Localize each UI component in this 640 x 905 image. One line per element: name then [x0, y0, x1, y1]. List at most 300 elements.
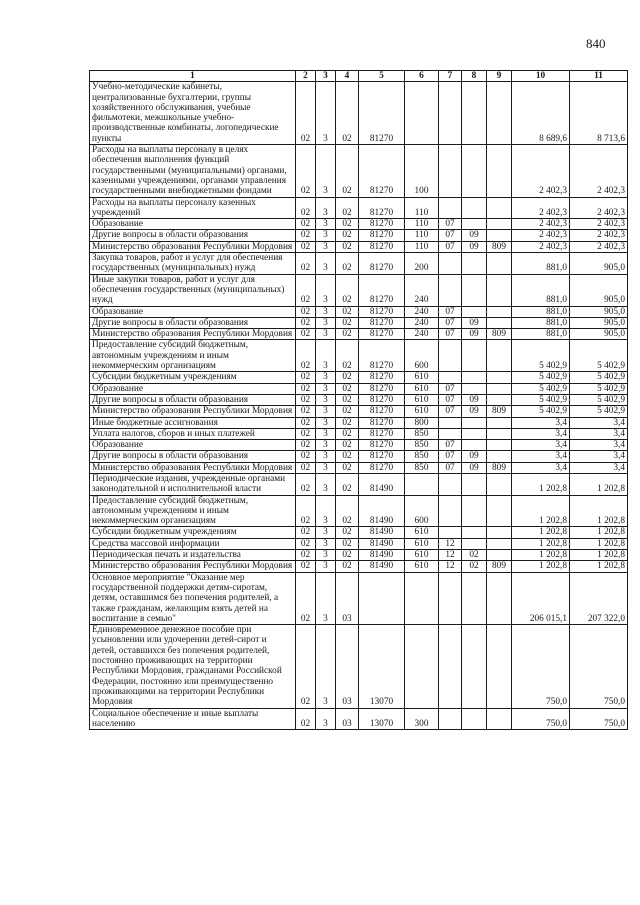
col-5-cell: 81270	[359, 306, 405, 317]
col-9-cell	[487, 253, 512, 275]
col-10-cell: 3,4	[512, 462, 570, 473]
col-11-cell: 750,0	[570, 625, 628, 708]
col-4-cell: 02	[336, 219, 359, 230]
row-name-cell: Закупка товаров, работ и услуг для обеспечения государственных (муниципальных) нужд	[90, 253, 296, 275]
table-row	[90, 372, 628, 383]
col-6-cell: 240	[405, 317, 439, 328]
col-5-cell: 81270	[359, 406, 405, 417]
col-3-cell: 3	[316, 428, 336, 439]
col-11-cell: 5 402,9	[570, 340, 628, 372]
col-11-cell: 1 202,8	[570, 538, 628, 549]
col-10-cell: 8 689,6	[512, 82, 570, 145]
col-4-cell: 02	[336, 383, 359, 394]
col-6-cell: 100	[405, 145, 439, 197]
col-10-cell: 3,4	[512, 428, 570, 439]
table-row	[90, 329, 628, 340]
col-5-cell: 81270	[359, 340, 405, 372]
col-2-cell: 02	[296, 495, 316, 527]
col-2-cell: 02	[296, 241, 316, 252]
page-number: 840	[586, 36, 606, 51]
col-3-cell: 3	[316, 317, 336, 328]
col-10-cell: 881,0	[512, 329, 570, 340]
col-5-cell: 81270	[359, 329, 405, 340]
col-4-cell: 02	[336, 495, 359, 527]
table-row	[90, 406, 628, 417]
col-9-cell: 809	[487, 462, 512, 473]
col-6-cell: 610	[405, 383, 439, 394]
table-row	[90, 394, 628, 405]
col-7-cell	[439, 572, 462, 624]
row-name-cell: Предоставление субсидий бюджетным, автономным учреждениям и иным некоммерческим организациям	[90, 495, 296, 527]
col-6-cell: 850	[405, 462, 439, 473]
col-3-cell: 3	[316, 561, 336, 572]
col-2-cell: 02	[296, 340, 316, 372]
col-10-cell: 881,0	[512, 317, 570, 328]
col-11-cell: 3,4	[570, 451, 628, 462]
col-9-cell	[487, 197, 512, 219]
col-10-cell: 2 402,3	[512, 230, 570, 241]
col-11-cell: 905,0	[570, 306, 628, 317]
col-10-cell: 1 202,8	[512, 550, 570, 561]
col-10-cell: 5 402,9	[512, 340, 570, 372]
col-6-cell: 610	[405, 527, 439, 538]
col-6-cell	[405, 572, 439, 624]
col-6-cell: 610	[405, 561, 439, 572]
col-4-cell: 02	[336, 550, 359, 561]
col-6-cell: 610	[405, 538, 439, 549]
col-10-cell: 1 202,8	[512, 495, 570, 527]
table-row	[90, 383, 628, 394]
col-3-cell: 3	[316, 82, 336, 145]
col-7-cell: 07	[439, 440, 462, 451]
row-name-cell: Министерство образования Республики Мордовия	[90, 241, 296, 252]
col-7-cell: 07	[439, 230, 462, 241]
col-5-cell: 81490	[359, 538, 405, 549]
col-9-cell	[487, 473, 512, 495]
col-6-cell: 600	[405, 495, 439, 527]
table-row	[90, 428, 628, 439]
col-9-cell	[487, 145, 512, 197]
col-3-cell: 3	[316, 329, 336, 340]
col-7-cell: 07	[439, 241, 462, 252]
col-3-cell: 3	[316, 394, 336, 405]
col-8-cell	[462, 372, 487, 383]
col-9-cell	[487, 219, 512, 230]
col-5-cell	[359, 572, 405, 624]
col-5-cell: 81270	[359, 230, 405, 241]
col-9-cell	[487, 82, 512, 145]
col-10-cell: 1 202,8	[512, 527, 570, 538]
table-row	[90, 306, 628, 317]
col-7-cell	[439, 625, 462, 708]
col-11-cell: 3,4	[570, 428, 628, 439]
col-5-cell: 81490	[359, 561, 405, 572]
table-row	[90, 82, 628, 145]
col-3-cell: 3	[316, 495, 336, 527]
col-4-cell: 02	[336, 329, 359, 340]
col-11-cell: 750,0	[570, 708, 628, 730]
col-7-cell: 07	[439, 329, 462, 340]
col-4-cell: 02	[336, 451, 359, 462]
col-10-cell: 881,0	[512, 274, 570, 306]
col-3-cell: 3	[316, 230, 336, 241]
col-11-cell: 905,0	[570, 253, 628, 275]
col-9-cell	[487, 230, 512, 241]
table-row	[90, 473, 628, 495]
col-2-cell: 02	[296, 383, 316, 394]
col-10-cell: 1 202,8	[512, 473, 570, 495]
column-header-4: 4	[336, 71, 359, 82]
col-9-cell: 809	[487, 561, 512, 572]
row-name-cell: Основное мероприятие "Оказание мер государственной поддержки детям-сиротам, детям, оставшимся без попечения родителей, а также гражданам, желающим взять детей на воспитание в семью"	[90, 572, 296, 624]
col-5-cell: 81270	[359, 274, 405, 306]
row-name-cell: Предоставление субсидий бюджетным, автономным учреждениям и иным некоммерческим организациям	[90, 340, 296, 372]
col-2-cell: 02	[296, 329, 316, 340]
col-7-cell: 07	[439, 394, 462, 405]
table-row	[90, 317, 628, 328]
col-2-cell: 02	[296, 306, 316, 317]
col-7-cell	[439, 708, 462, 730]
col-11-cell: 2 402,3	[570, 219, 628, 230]
col-8-cell: 09	[462, 406, 487, 417]
row-name-cell: Другие вопросы в области образования	[90, 317, 296, 328]
col-9-cell: 809	[487, 329, 512, 340]
col-10-cell: 5 402,9	[512, 394, 570, 405]
col-8-cell	[462, 538, 487, 549]
col-7-cell	[439, 417, 462, 428]
col-8-cell: 09	[462, 241, 487, 252]
col-4-cell: 02	[336, 440, 359, 451]
col-9-cell	[487, 317, 512, 328]
col-3-cell: 3	[316, 197, 336, 219]
table-row	[90, 274, 628, 306]
col-2-cell: 02	[296, 440, 316, 451]
row-name-cell: Иные закупки товаров, работ и услуг для обеспечения государственных (муниципальных) нужд	[90, 274, 296, 306]
table-row	[90, 561, 628, 572]
col-6-cell: 110	[405, 241, 439, 252]
col-2-cell: 02	[296, 197, 316, 219]
column-header-10: 10	[512, 71, 570, 82]
table-row	[90, 440, 628, 451]
col-5-cell: 81270	[359, 462, 405, 473]
col-4-cell: 03	[336, 708, 359, 730]
col-5-cell: 81270	[359, 317, 405, 328]
col-9-cell	[487, 550, 512, 561]
col-9-cell	[487, 383, 512, 394]
col-4-cell: 02	[336, 340, 359, 372]
row-name-cell: Образование	[90, 306, 296, 317]
row-name-cell: Субсидии бюджетным учреждениям	[90, 527, 296, 538]
col-5-cell: 81490	[359, 550, 405, 561]
col-4-cell: 03	[336, 625, 359, 708]
col-4-cell: 02	[336, 317, 359, 328]
table-row	[90, 572, 628, 624]
col-3-cell: 3	[316, 340, 336, 372]
column-header-11: 11	[570, 71, 628, 82]
col-10-cell: 1 202,8	[512, 538, 570, 549]
col-4-cell: 02	[336, 230, 359, 241]
col-6-cell: 600	[405, 340, 439, 372]
table-row	[90, 495, 628, 527]
col-8-cell: 09	[462, 462, 487, 473]
row-name-cell: Другие вопросы в области образования	[90, 451, 296, 462]
row-name-cell: Периодические издания, учрежденные органами законодательной и исполнительной власти	[90, 473, 296, 495]
col-8-cell	[462, 197, 487, 219]
row-name-cell: Министерство образования Республики Мордовия	[90, 406, 296, 417]
col-5-cell: 81270	[359, 394, 405, 405]
column-header-8: 8	[462, 71, 487, 82]
col-8-cell: 09	[462, 451, 487, 462]
col-11-cell: 3,4	[570, 440, 628, 451]
table-row	[90, 197, 628, 219]
table-row	[90, 340, 628, 372]
column-header-2: 2	[296, 71, 316, 82]
col-2-cell: 02	[296, 625, 316, 708]
col-10-cell: 2 402,3	[512, 219, 570, 230]
col-5-cell: 81270	[359, 253, 405, 275]
col-8-cell: 02	[462, 550, 487, 561]
col-4-cell: 02	[336, 561, 359, 572]
col-8-cell	[462, 625, 487, 708]
col-6-cell	[405, 82, 439, 145]
col-7-cell	[439, 82, 462, 145]
col-2-cell: 02	[296, 274, 316, 306]
col-10-cell: 5 402,9	[512, 372, 570, 383]
col-8-cell	[462, 219, 487, 230]
col-4-cell: 02	[336, 527, 359, 538]
col-5-cell: 81270	[359, 440, 405, 451]
col-8-cell	[462, 145, 487, 197]
row-name-cell: Субсидии бюджетным учреждениям	[90, 372, 296, 383]
col-11-cell: 905,0	[570, 274, 628, 306]
col-3-cell: 3	[316, 383, 336, 394]
col-8-cell	[462, 428, 487, 439]
col-6-cell: 850	[405, 428, 439, 439]
col-7-cell: 07	[439, 451, 462, 462]
col-6-cell: 300	[405, 708, 439, 730]
col-4-cell: 02	[336, 274, 359, 306]
col-10-cell: 2 402,3	[512, 241, 570, 252]
col-11-cell: 1 202,8	[570, 561, 628, 572]
col-3-cell: 3	[316, 572, 336, 624]
row-name-cell: Другие вопросы в области образования	[90, 394, 296, 405]
col-8-cell	[462, 708, 487, 730]
col-3-cell: 3	[316, 253, 336, 275]
column-header-6: 6	[405, 71, 439, 82]
col-5-cell: 81270	[359, 219, 405, 230]
col-9-cell	[487, 495, 512, 527]
col-3-cell: 3	[316, 440, 336, 451]
col-11-cell: 3,4	[570, 417, 628, 428]
col-6-cell	[405, 625, 439, 708]
col-9-cell: 809	[487, 406, 512, 417]
col-3-cell: 3	[316, 708, 336, 730]
col-11-cell: 5 402,9	[570, 406, 628, 417]
col-2-cell: 02	[296, 317, 316, 328]
col-9-cell	[487, 625, 512, 708]
col-9-cell	[487, 417, 512, 428]
col-2-cell: 02	[296, 82, 316, 145]
col-4-cell: 02	[336, 253, 359, 275]
col-4-cell: 02	[336, 406, 359, 417]
col-5-cell: 81490	[359, 495, 405, 527]
col-10-cell: 3,4	[512, 417, 570, 428]
col-8-cell	[462, 383, 487, 394]
col-2-cell: 02	[296, 473, 316, 495]
col-11-cell: 5 402,9	[570, 383, 628, 394]
col-9-cell: 809	[487, 241, 512, 252]
col-2-cell: 02	[296, 394, 316, 405]
col-11-cell: 1 202,8	[570, 495, 628, 527]
col-8-cell: 09	[462, 394, 487, 405]
col-2-cell: 02	[296, 708, 316, 730]
table-row	[90, 241, 628, 252]
row-name-cell: Министерство образования Республики Мордовия	[90, 462, 296, 473]
row-name-cell: Единовременное денежное пособие при усыновлении или удочерении детей-сирот и детей, оставшихся без попечения родителей, постоянно проживающих на территории Республики Мордовия, гражданами Российской Федерации, постоянно или преимущественно проживающими на территории Республики Мордовия	[90, 625, 296, 708]
col-7-cell	[439, 340, 462, 372]
col-2-cell: 02	[296, 253, 316, 275]
col-8-cell	[462, 440, 487, 451]
col-4-cell: 02	[336, 241, 359, 252]
col-6-cell: 610	[405, 372, 439, 383]
col-2-cell: 02	[296, 230, 316, 241]
col-9-cell	[487, 451, 512, 462]
col-7-cell: 07	[439, 383, 462, 394]
table-row	[90, 417, 628, 428]
col-8-cell: 02	[462, 561, 487, 572]
column-header-3: 3	[316, 71, 336, 82]
col-7-cell	[439, 473, 462, 495]
col-9-cell	[487, 306, 512, 317]
col-10-cell: 750,0	[512, 708, 570, 730]
row-name-cell: Иные бюджетные ассигнования	[90, 417, 296, 428]
col-2-cell: 02	[296, 417, 316, 428]
col-8-cell	[462, 417, 487, 428]
col-2-cell: 02	[296, 428, 316, 439]
col-7-cell	[439, 197, 462, 219]
col-5-cell: 81270	[359, 417, 405, 428]
col-3-cell: 3	[316, 417, 336, 428]
col-4-cell: 02	[336, 428, 359, 439]
column-header-9: 9	[487, 71, 512, 82]
row-name-cell: Расходы на выплаты персоналу в целях обеспечения выполнения функций государственными (муниципальными) органами, казенными учреждениями, органами управления государственными внебюджетными фондами	[90, 145, 296, 197]
col-2-cell: 02	[296, 406, 316, 417]
col-11-cell: 1 202,8	[570, 550, 628, 561]
col-4-cell: 02	[336, 145, 359, 197]
col-10-cell: 1 202,8	[512, 561, 570, 572]
table-row	[90, 708, 628, 730]
row-name-cell: Министерство образования Республики Мордовия	[90, 561, 296, 572]
budget-table	[89, 70, 628, 730]
col-6-cell: 200	[405, 253, 439, 275]
table-row	[90, 145, 628, 197]
col-7-cell	[439, 527, 462, 538]
col-11-cell: 207 322,0	[570, 572, 628, 624]
col-6-cell: 610	[405, 394, 439, 405]
col-2-cell: 02	[296, 145, 316, 197]
col-4-cell: 03	[336, 572, 359, 624]
col-5-cell: 81270	[359, 197, 405, 219]
col-7-cell: 07	[439, 462, 462, 473]
col-8-cell: 09	[462, 317, 487, 328]
col-8-cell	[462, 340, 487, 372]
col-6-cell: 110	[405, 230, 439, 241]
col-2-cell: 02	[296, 451, 316, 462]
col-3-cell: 3	[316, 527, 336, 538]
col-11-cell: 905,0	[570, 329, 628, 340]
column-header-5: 5	[359, 71, 405, 82]
col-9-cell	[487, 527, 512, 538]
col-5-cell: 81270	[359, 428, 405, 439]
table-row	[90, 219, 628, 230]
col-3-cell: 3	[316, 219, 336, 230]
col-7-cell	[439, 428, 462, 439]
col-11-cell: 2 402,3	[570, 241, 628, 252]
col-5-cell: 81490	[359, 527, 405, 538]
col-2-cell: 02	[296, 372, 316, 383]
col-8-cell	[462, 527, 487, 538]
col-7-cell: 07	[439, 406, 462, 417]
col-5-cell: 81270	[359, 451, 405, 462]
col-6-cell: 800	[405, 417, 439, 428]
col-3-cell: 3	[316, 274, 336, 306]
col-9-cell	[487, 440, 512, 451]
row-name-cell: Образование	[90, 383, 296, 394]
row-name-cell: Министерство образования Республики Мордовия	[90, 329, 296, 340]
col-7-cell: 12	[439, 550, 462, 561]
col-2-cell: 02	[296, 550, 316, 561]
row-name-cell: Социальное обеспечение и иные выплаты населению	[90, 708, 296, 730]
col-10-cell: 3,4	[512, 440, 570, 451]
col-4-cell: 02	[336, 462, 359, 473]
col-10-cell: 2 402,3	[512, 145, 570, 197]
col-4-cell: 02	[336, 538, 359, 549]
col-7-cell: 07	[439, 219, 462, 230]
col-9-cell	[487, 708, 512, 730]
col-3-cell: 3	[316, 462, 336, 473]
col-5-cell: 81270	[359, 82, 405, 145]
table-row	[90, 550, 628, 561]
column-header-7: 7	[439, 71, 462, 82]
col-6-cell: 240	[405, 306, 439, 317]
col-2-cell: 02	[296, 572, 316, 624]
col-3-cell: 3	[316, 538, 336, 549]
col-5-cell: 81490	[359, 473, 405, 495]
col-6-cell	[405, 473, 439, 495]
table-row	[90, 230, 628, 241]
col-7-cell: 07	[439, 306, 462, 317]
col-8-cell	[462, 495, 487, 527]
col-6-cell: 110	[405, 197, 439, 219]
col-6-cell: 610	[405, 550, 439, 561]
col-11-cell: 905,0	[570, 317, 628, 328]
col-10-cell: 881,0	[512, 253, 570, 275]
col-8-cell	[462, 253, 487, 275]
col-7-cell	[439, 145, 462, 197]
col-4-cell: 02	[336, 473, 359, 495]
col-3-cell: 3	[316, 241, 336, 252]
col-9-cell	[487, 394, 512, 405]
col-9-cell	[487, 572, 512, 624]
col-5-cell: 13070	[359, 708, 405, 730]
col-6-cell: 850	[405, 440, 439, 451]
col-11-cell: 2 402,3	[570, 230, 628, 241]
col-4-cell: 02	[336, 306, 359, 317]
row-name-cell: Расходы на выплаты персоналу казенных учреждений	[90, 197, 296, 219]
col-8-cell	[462, 572, 487, 624]
col-7-cell	[439, 274, 462, 306]
col-11-cell: 5 402,9	[570, 394, 628, 405]
